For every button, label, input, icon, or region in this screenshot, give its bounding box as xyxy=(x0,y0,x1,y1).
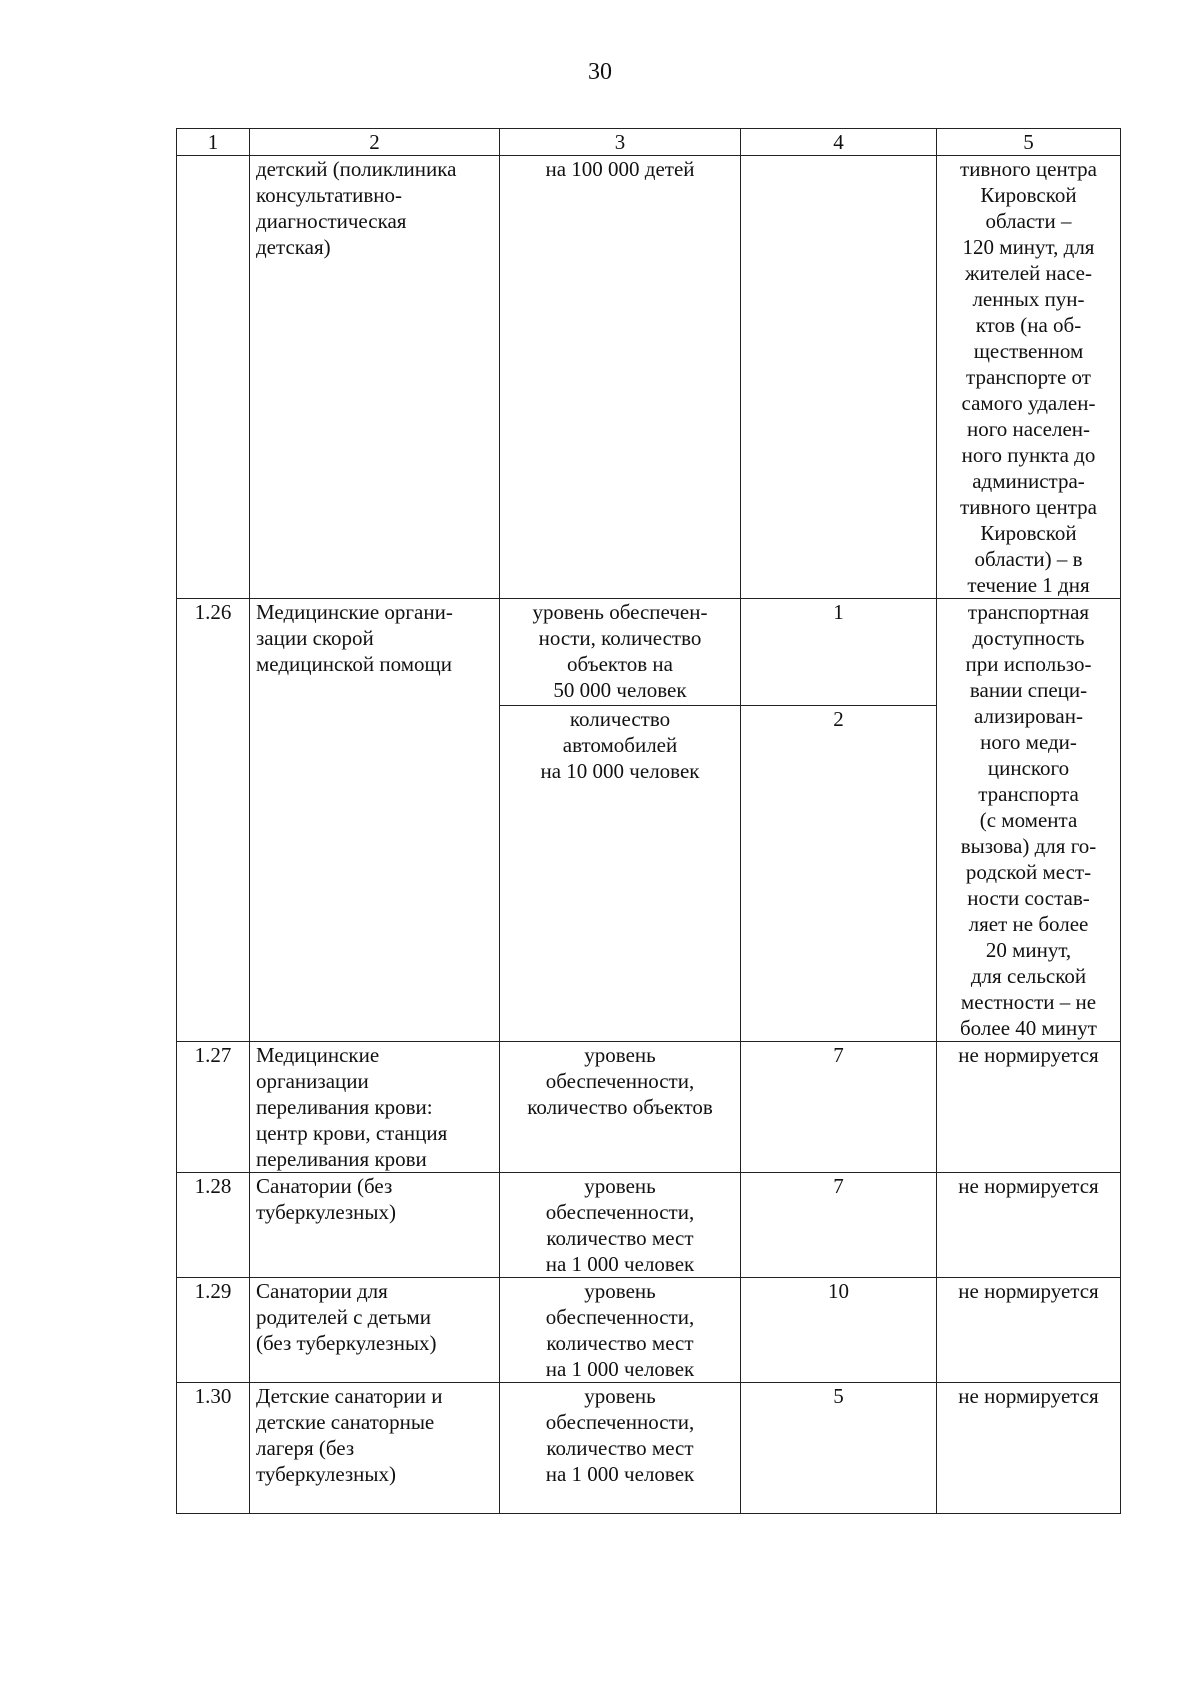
accessibility-line: 120 минут, для xyxy=(962,235,1095,259)
facility-name-line: консультативно- xyxy=(256,183,403,207)
accessibility-line: ленных пун- xyxy=(972,287,1085,311)
indicator-value: 1 xyxy=(741,599,937,706)
accessibility-line: тивного центра xyxy=(960,157,1097,181)
row-number xyxy=(177,156,250,599)
accessibility-line: ности состав- xyxy=(967,886,1090,910)
accessibility-line: администра- xyxy=(972,469,1085,493)
column-header-4: 4 xyxy=(741,129,937,156)
accessibility-line: течение 1 дня xyxy=(967,573,1090,597)
accessibility-line: ного пункта до xyxy=(961,443,1096,467)
facility-name-line: организации xyxy=(256,1069,369,1093)
indicator-line: объектов на xyxy=(567,652,673,676)
indicator-line: уровень обеспечен- xyxy=(532,600,708,624)
accessibility-line: транспорте от xyxy=(966,365,1091,389)
accessibility-line: Кировской xyxy=(980,183,1077,207)
standards-table xyxy=(176,128,1121,1514)
indicator-line: 50 000 человек xyxy=(553,678,687,702)
indicator xyxy=(500,1173,741,1278)
column-header-3: 3 xyxy=(500,129,741,156)
indicator-line: уровень xyxy=(584,1279,656,1303)
indicator-line: обеспеченности, xyxy=(545,1410,695,1434)
row-number: 1.29 xyxy=(177,1278,250,1383)
table-row xyxy=(177,1173,1121,1278)
accessibility-line: не нормируется xyxy=(958,1174,1099,1198)
indicator-line: обеспеченности, xyxy=(545,1305,695,1329)
facility-name-line: переливания крови xyxy=(256,1147,427,1171)
row-number: 1.27 xyxy=(177,1042,250,1173)
accessibility-line: тивного центра xyxy=(960,495,1097,519)
column-header-2: 2 xyxy=(250,129,500,156)
indicator-line: уровень xyxy=(584,1174,656,1198)
indicator-value: 7 xyxy=(741,1042,937,1173)
facility-name xyxy=(250,599,500,1042)
indicator-line: количество мест xyxy=(546,1331,694,1355)
accessibility-line: ализирован- xyxy=(974,704,1083,728)
indicator-value: 2 xyxy=(741,705,937,1041)
accessibility-line: вызова) для го- xyxy=(960,834,1097,858)
indicator xyxy=(500,705,741,1041)
indicator-line: на 100 000 детей xyxy=(545,157,695,181)
facility-name-line: туберкулезных) xyxy=(256,1200,397,1224)
facility-name xyxy=(250,1173,500,1278)
column-header-5: 5 xyxy=(937,129,1121,156)
indicator-line: уровень xyxy=(584,1043,656,1067)
facility-name-line: (без туберкулезных) xyxy=(256,1331,437,1355)
indicator-value: 10 xyxy=(741,1278,937,1383)
facility-name-line: Медицинские органи- xyxy=(256,600,453,624)
accessibility-line: транспортная xyxy=(967,600,1090,624)
indicator-line: на 10 000 человек xyxy=(540,758,700,783)
accessibility-line: ного меди- xyxy=(980,730,1077,754)
accessibility-line: родской мест- xyxy=(965,860,1092,884)
header-row xyxy=(177,129,1121,156)
facility-name xyxy=(250,156,500,599)
accessibility-line: транспорта xyxy=(978,782,1079,806)
facility-name-line: туберкулезных) xyxy=(256,1462,397,1486)
indicator-line: ности, количество xyxy=(538,626,702,650)
accessibility-line: жителей насе- xyxy=(965,261,1092,285)
accessibility-line: ктов (на об- xyxy=(975,313,1082,337)
facility-name-line: Детские санатории и xyxy=(256,1384,443,1408)
indicator xyxy=(500,599,741,706)
accessibility-line: самого удален- xyxy=(961,391,1096,415)
indicator-line: количество объектов xyxy=(527,1095,713,1119)
facility-name xyxy=(250,1278,500,1383)
facility-name xyxy=(250,1042,500,1173)
indicator-line: обеспеченности, xyxy=(545,1069,695,1093)
row-number: 1.26 xyxy=(177,599,250,1042)
facility-name xyxy=(250,1383,500,1514)
indicator-line: на 1 000 человек xyxy=(545,1252,695,1276)
page-number: 30 xyxy=(588,59,612,85)
indicator xyxy=(500,1042,741,1173)
indicator xyxy=(500,1383,741,1514)
accessibility xyxy=(937,599,1121,1042)
row-number: 1.30 xyxy=(177,1383,250,1514)
indicator-line: обеспеченности, xyxy=(545,1200,695,1224)
facility-name-line: зации скорой xyxy=(256,626,374,650)
indicator-line: количество мест xyxy=(546,1436,694,1460)
accessibility-line: не нормируется xyxy=(958,1384,1099,1408)
indicator-line: уровень xyxy=(584,1384,656,1408)
accessibility xyxy=(937,1278,1121,1383)
accessibility-line: области) – в xyxy=(974,547,1083,571)
indicator-line: на 1 000 человек xyxy=(545,1357,695,1381)
accessibility-line: 20 минут, xyxy=(985,938,1072,962)
table-row xyxy=(177,1042,1121,1173)
facility-name-line: Санатории (без xyxy=(256,1174,393,1198)
indicator xyxy=(500,156,741,599)
row-number: 1.28 xyxy=(177,1173,250,1278)
table-row xyxy=(177,156,1121,599)
indicator-value: 5 xyxy=(741,1383,937,1514)
accessibility-line: цинского xyxy=(987,756,1070,780)
accessibility-line: Кировской xyxy=(980,521,1077,545)
accessibility-line: для сельской xyxy=(970,964,1087,988)
accessibility-line: вании специ- xyxy=(969,678,1088,702)
accessibility xyxy=(937,156,1121,599)
indicator-value xyxy=(741,156,937,599)
facility-name-line: Санатории для xyxy=(256,1279,388,1303)
accessibility-line: (с момента xyxy=(979,808,1078,832)
accessibility xyxy=(937,1173,1121,1278)
accessibility-line: ного населен- xyxy=(966,417,1091,441)
accessibility-line: не нормируется xyxy=(958,1043,1099,1067)
column-header-1: 1 xyxy=(177,129,250,156)
accessibility-line: более 40 минут xyxy=(960,1016,1097,1040)
facility-name-line: медицинской помощи xyxy=(256,652,452,676)
accessibility-line: местности – не xyxy=(960,990,1097,1014)
facility-name-line: лагеря (без xyxy=(256,1436,355,1460)
indicator-line: количество мест xyxy=(546,1226,694,1250)
facility-name-line: диагностическая xyxy=(256,209,407,233)
facility-name-line: детские санаторные xyxy=(256,1410,435,1434)
facility-name-line: родителей с детьми xyxy=(256,1305,431,1329)
accessibility-line: не нормируется xyxy=(958,1279,1099,1303)
accessibility-line: области – xyxy=(985,209,1072,233)
table-row xyxy=(177,1278,1121,1383)
facility-name-line: центр крови, станция xyxy=(256,1121,448,1145)
accessibility-line: доступность xyxy=(972,626,1085,650)
table-row xyxy=(177,1383,1121,1514)
indicator-line: на 1 000 человек xyxy=(545,1462,695,1486)
facility-name-line: детский (поликлиника xyxy=(256,157,457,181)
indicator-value: 7 xyxy=(741,1173,937,1278)
table-row xyxy=(177,599,1121,706)
accessibility-line: щественном xyxy=(973,339,1084,363)
facility-name-line: детская) xyxy=(256,235,331,259)
indicator-line: автомобилей xyxy=(562,732,678,757)
accessibility-line: при использо- xyxy=(965,652,1092,676)
accessibility xyxy=(937,1383,1121,1514)
indicator xyxy=(500,1278,741,1383)
indicator-line: количество xyxy=(569,706,671,731)
accessibility-line: ляет не более xyxy=(968,912,1089,936)
accessibility xyxy=(937,1042,1121,1173)
facility-name-line: Медицинские xyxy=(256,1043,380,1067)
facility-name-line: переливания крови: xyxy=(256,1095,433,1119)
